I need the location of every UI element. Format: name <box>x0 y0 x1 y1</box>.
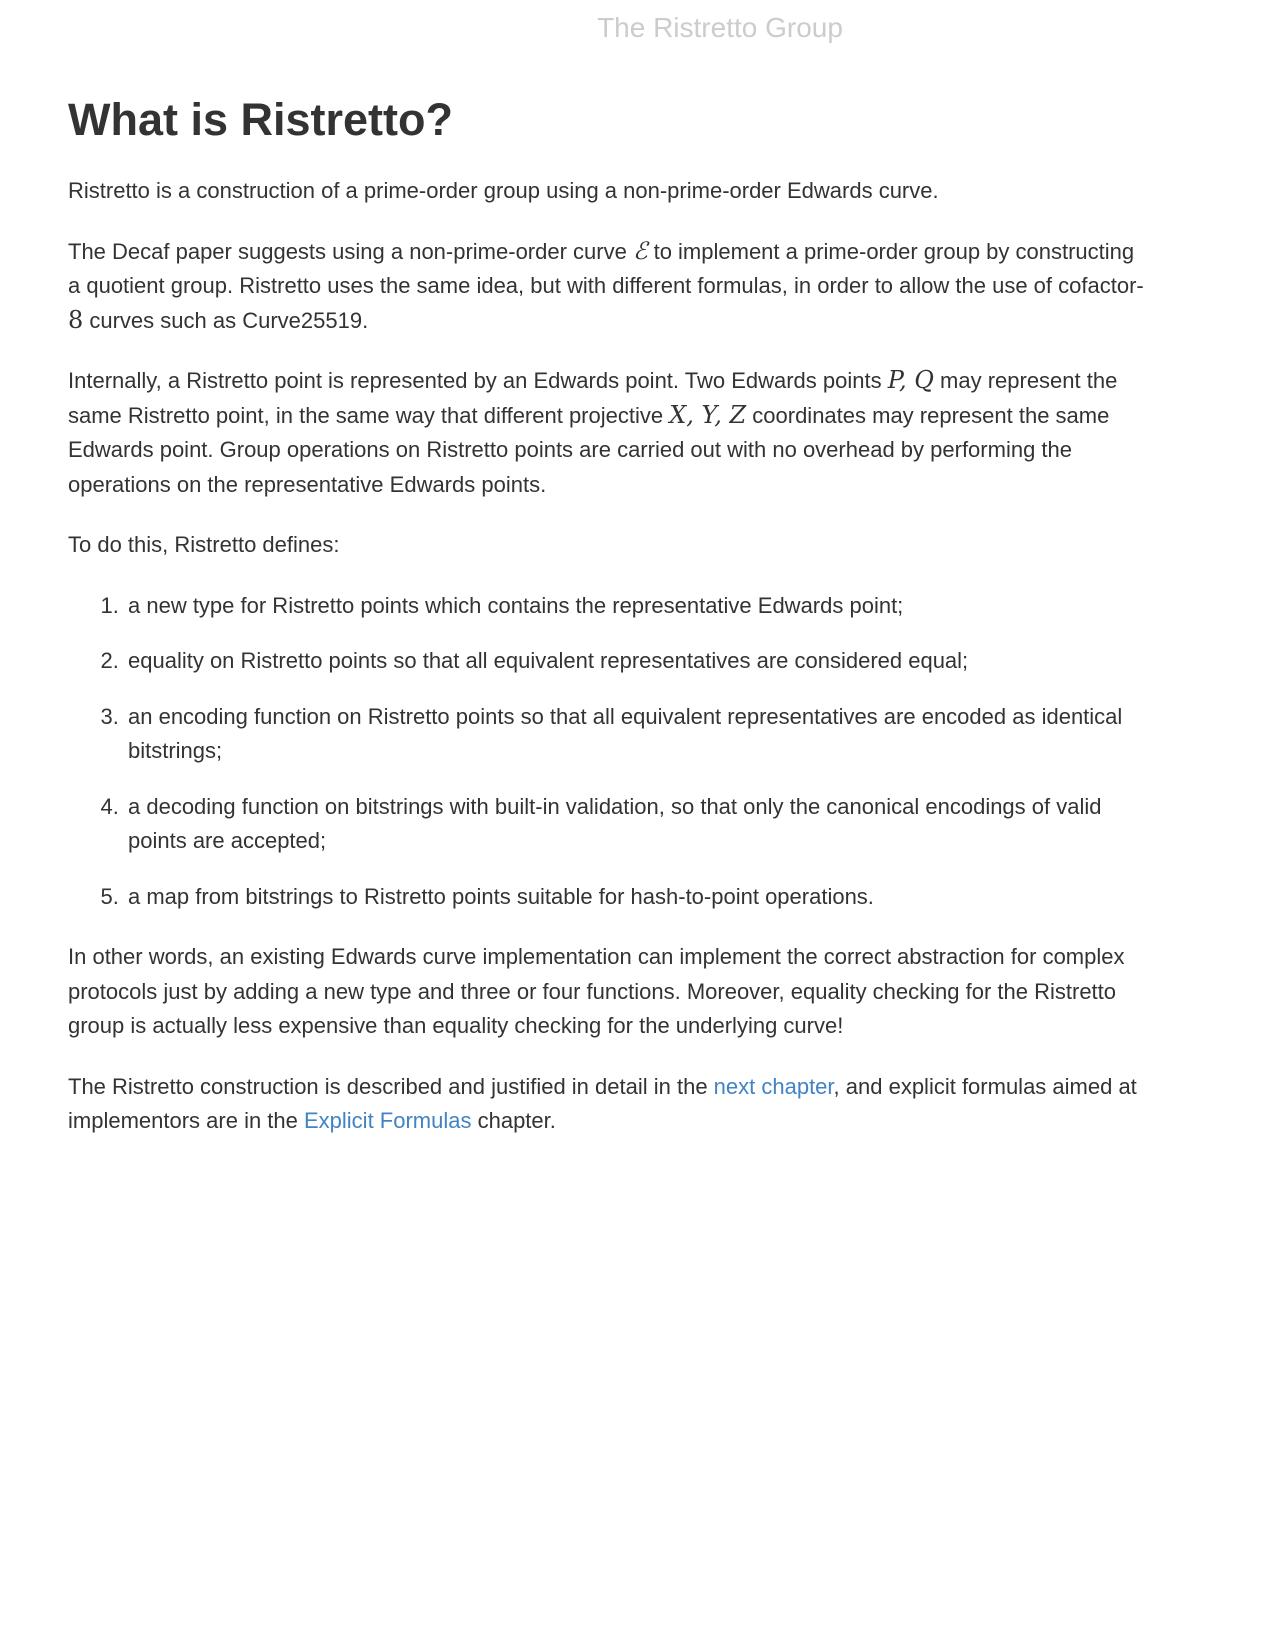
paragraph-text: To do this, Ristretto defines: <box>68 532 340 558</box>
paragraph-summary <box>68 940 1150 1044</box>
paragraph-defines-lead <box>68 528 1150 563</box>
paragraph-text: chapter. <box>471 1108 556 1134</box>
paragraph-text: In other words, an existing Edwards curve implementation can implement the correct abstraction for complex protocols just by adding a new type and three or four functions. Moreover, equality checking for the Ristretto group is actually less expensive than equality checking for the underlying curve! <box>68 944 1125 1039</box>
math-script-e-symbol: ℰ <box>632 236 648 265</box>
paragraph-text: to implement a prime-order group by constructing a quotient group. Ristretto uses the same idea, but with different formulas, in order to allow the use of cofactor- <box>68 238 1144 299</box>
list-item-text: equality on Ristretto points so that all equivalent representatives are considered equal; <box>128 648 969 674</box>
ristretto-defines-list <box>68 589 1150 915</box>
paragraph-text: , and explicit formulas aimed at implementors are in the <box>68 1073 1137 1134</box>
math-coords-xyz: X, Y, Z <box>669 400 747 429</box>
paragraph-text: coordinates may represent the same Edwards point. Group operations on Ristretto points are carried out with no overhead by performing the operations on the representative Edwards points. <box>68 402 1110 497</box>
paragraph-representation <box>68 364 1150 502</box>
list-item <box>125 700 1150 769</box>
list-item <box>125 790 1150 859</box>
page-content <box>68 0 1150 1165</box>
list-item-text: a decoding function on bitstrings with built-in validation, so that only the canonical encodings of valid points are accepted; <box>128 793 1102 854</box>
math-number-eight: 8 <box>68 305 84 334</box>
next-chapter-link[interactable]: next chapter <box>713 1073 834 1099</box>
paragraph-intro <box>68 174 1150 209</box>
list-item-text: a map from bitstrings to Ristretto points suitable for hash-to-point operations. <box>128 883 874 909</box>
paragraph-text: may represent the same Ristretto point, in the same way that different projective <box>68 368 1118 428</box>
list-item <box>125 880 1150 915</box>
explicit-formulas-link[interactable]: Explicit Formulas <box>304 1108 472 1134</box>
list-item-text: an encoding function on Ristretto points so that all equivalent representatives are encoded as identical bitstrings; <box>128 703 1123 764</box>
page-title: What is Ristretto? <box>68 94 454 145</box>
paragraph-text: The Ristretto construction is described and justified in detail in the <box>68 1073 714 1099</box>
book-title-header: The Ristretto Group <box>597 12 843 43</box>
paragraph-decaf <box>68 235 1150 339</box>
paragraph-text: Ristretto is a construction of a prime-order group using a non-prime-order Edwards curve. <box>68 178 939 204</box>
paragraph-text: curves such as Curve25519. <box>83 307 369 333</box>
paragraph-further-reading <box>68 1070 1150 1139</box>
list-item <box>125 644 1150 679</box>
paragraph-text: The Decaf paper suggests using a non-prime-order curve <box>68 238 633 264</box>
paragraph-text: Internally, a Ristretto point is represented by an Edwards point. Two Edwards points <box>68 368 888 394</box>
list-item <box>125 589 1150 624</box>
math-points-pq: P, Q <box>887 366 934 395</box>
list-item-text: a new type for Ristretto points which contains the representative Edwards point; <box>128 592 904 618</box>
